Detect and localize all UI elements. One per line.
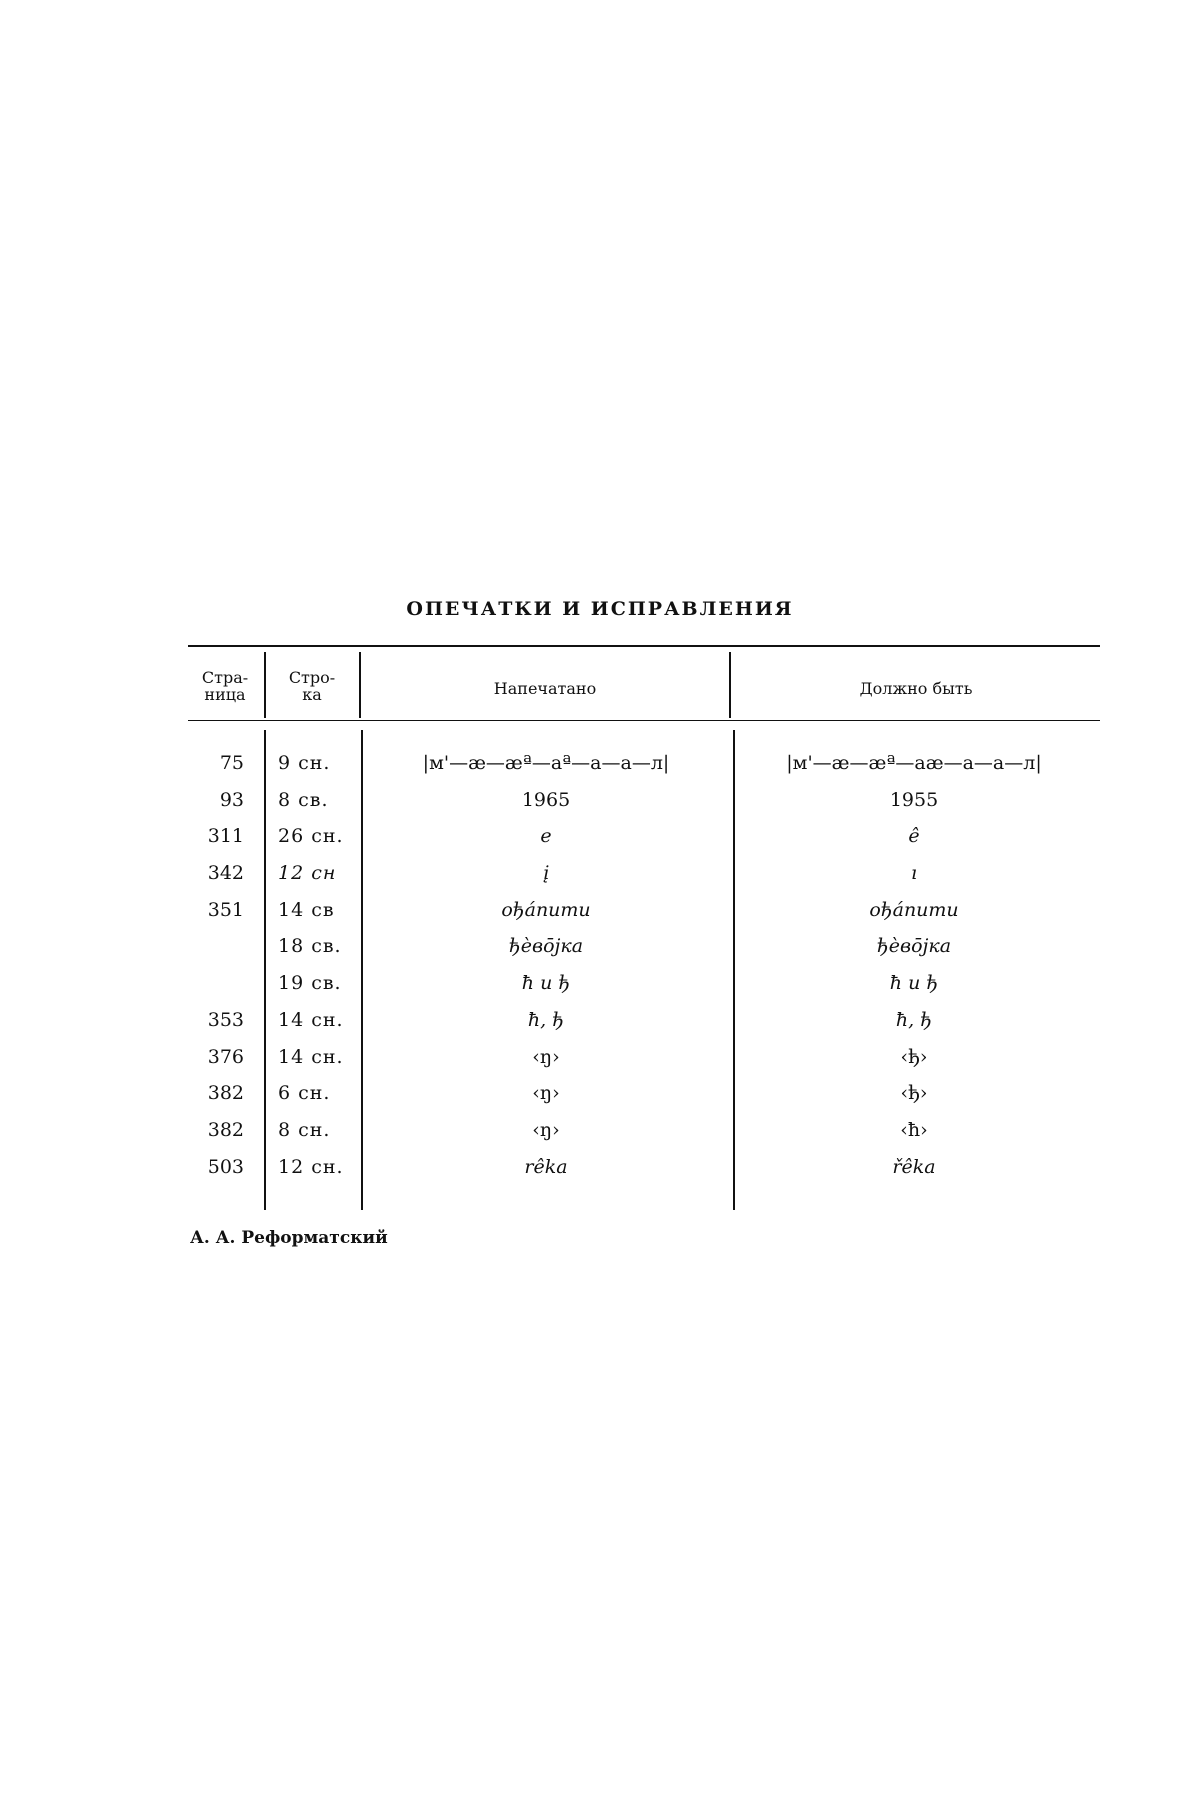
cell-page: 342 [207,862,244,885]
header-line-line1: Стро- [288,668,336,687]
cell-line: 8 св. [278,788,329,811]
cell-page: 353 [207,1008,244,1031]
cell-correct: ђèвōјка [876,935,952,958]
table-row [188,928,1100,965]
cell-line: 6 сн. [278,1082,331,1105]
cell-line: 14 св [278,898,335,921]
table-top-rule [188,645,1100,647]
cell-printed: ђèвōјка [508,935,584,958]
header-correct: Должно быть [859,679,973,698]
header-page-line2: ница [204,685,246,704]
table-row [188,855,1100,892]
table-row [188,782,1100,819]
cell-correct: |м'—æ—æª—aæ—a—a—л| [786,752,1042,774]
cell-correct: ħ и ђ [889,972,939,995]
cell-printed: į [542,862,550,885]
cell-printed: oђáпити [501,898,591,921]
cell-printed: |м'—æ—æª—aª—a—a—л| [422,752,670,774]
table-header-rule [188,720,1100,721]
cell-correct: řêka [892,1155,936,1178]
column-divider-3-header [729,652,731,718]
cell-page: 93 [219,788,244,811]
cell-page: 351 [207,898,244,921]
cell-correct: ı [910,862,918,885]
cell-printed: ‹ŋ› [532,1082,560,1105]
table-row [188,1149,1100,1186]
cell-printed: ħ, ђ [527,1008,565,1031]
cell-line: 8 сн. [278,1118,331,1141]
cell-line: 18 св. [278,935,342,958]
cell-page: 376 [207,1045,244,1068]
cell-page: 503 [207,1155,244,1178]
table-row [188,892,1100,929]
table-row [188,965,1100,1002]
cell-page: 382 [207,1118,244,1141]
cell-correct: ‹ħ› [900,1118,928,1141]
table-row [188,1075,1100,1112]
cell-page: 382 [207,1082,244,1105]
table-row [188,1002,1100,1039]
header-line [268,669,356,703]
header-line-line2: ка [302,685,322,704]
author-signature: А. А. Реформатский [190,1228,388,1248]
cell-page: 311 [207,825,244,848]
cell-line: 14 сн. [278,1045,344,1068]
cell-correct: oђáпити [869,898,959,921]
cell-printed: 1965 [521,788,571,811]
cell-correct: ħ, ђ [895,1008,933,1031]
header-printed: Напечатано [493,679,597,698]
header-page [190,669,260,703]
cell-line: 19 св. [278,972,342,995]
cell-printed: rêka [524,1155,568,1178]
header-page-line1: Стра- [201,668,249,687]
table-row [188,745,1100,782]
cell-printed: ħ и ђ [521,972,571,995]
table-row [188,818,1100,855]
cell-line: 12 сн. [278,1155,344,1178]
cell-line: 14 сн. [278,1008,344,1031]
cell-printed: e [540,825,552,848]
cell-correct: ‹ђ› [900,1082,928,1105]
column-divider-1-header [264,652,266,718]
cell-line: 9 сн. [278,752,331,774]
cell-printed: ‹ŋ› [532,1118,560,1141]
errata-rows [188,745,1100,1185]
table-row [188,1112,1100,1149]
cell-line: 26 сн. [278,825,344,848]
cell-line: 12 сн [278,862,337,885]
cell-correct: 1955 [889,788,939,811]
cell-correct: ê [908,825,920,848]
cell-page: 75 [219,752,244,774]
page-title: ОПЕЧАТКИ И ИСПРАВЛЕНИЯ [406,598,794,620]
table-row [188,1039,1100,1076]
column-divider-2-header [359,652,361,718]
cell-correct: ‹ђ› [900,1045,928,1068]
cell-printed: ‹ŋ› [532,1045,560,1068]
